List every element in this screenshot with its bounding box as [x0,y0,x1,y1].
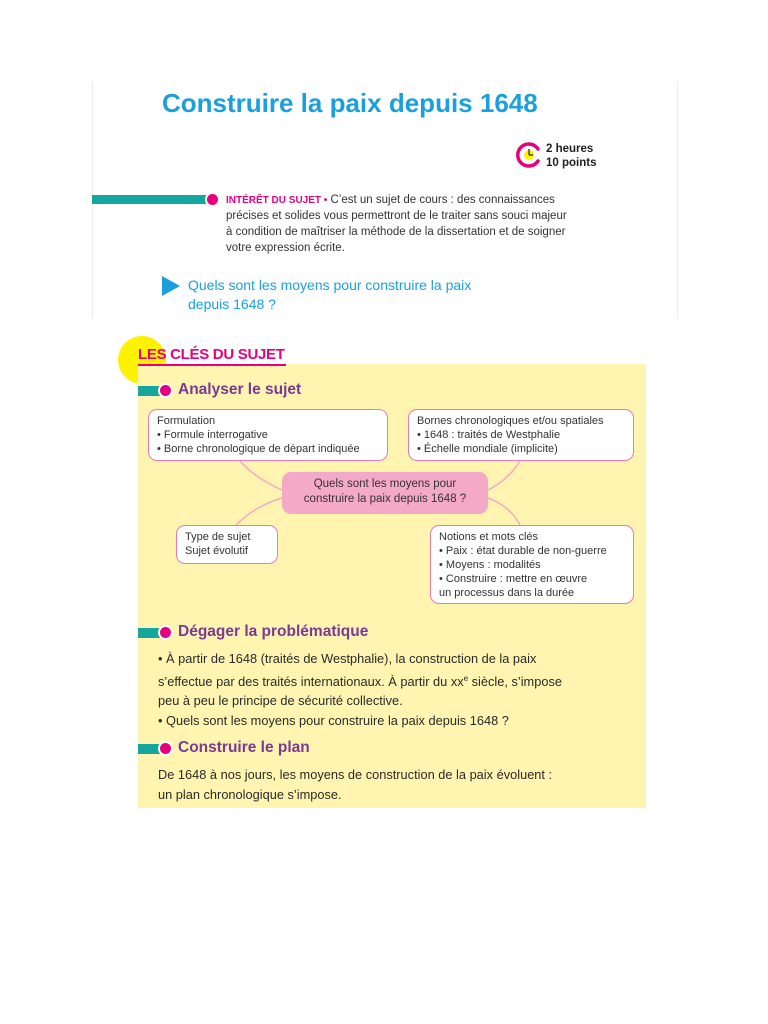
central-question-line2: construire la paix depuis 1648 ? [303,493,467,505]
question-line1: Quels sont les moyens pour construire la paix [188,277,472,293]
problematique-text [158,649,640,730]
section-tab [138,744,160,754]
box-notions-line: un processus dans la durée [439,587,575,599]
problematique-line1: • À partir de 1648 (traités de Westphalie), la construction de la paix [158,651,537,666]
interet-text-line3: à condition de maîtriser la méthode de la dissertation et de soigner [226,226,566,238]
plan-line1: De 1648 à nos jours, les moyens de construction de la paix évoluent : [158,767,553,782]
problematique-line2-a: s’effectue par des traités internationaux. À partir du xx [158,673,464,689]
box-bornes-line: • 1648 : traités de Westphalie [417,429,561,441]
box-formulation-line: • Formule interrogative [157,429,268,441]
box-notions-title: Notions et mots clés [439,531,539,543]
box-bornes [408,409,634,461]
plan-text [158,765,642,804]
heading-plan: Construire le plan [178,739,310,756]
question-line2: depuis 1648 ? [188,296,276,312]
bullet-dot-icon [158,625,173,640]
bullet-dot-icon [158,741,173,756]
central-question-line1: Quels sont les moyens pour [313,478,457,490]
problematique-line3: peu à peu le principe de sécurité collective. [158,693,403,708]
duration-points: 10 points [546,157,597,169]
plan-line2: un plan chronologique s’impose. [158,786,342,802]
box-formulation-line: • Borne chronologique de départ indiquée [157,443,360,455]
box-central-question [282,472,488,514]
section-tab [138,628,160,638]
box-notions-line: • Paix : état durable de non-guerre [439,545,607,557]
interet-text-line1: C’est un sujet de cours : des connaissances [330,194,555,206]
interet-text-line4: votre expression écrite. [226,242,345,254]
box-formulation-title: Formulation [157,415,216,427]
heading-analyser: Analyser le sujet [178,381,302,398]
cles-title: LES CLÉS DU SUJET [138,346,285,363]
heading-degager: Dégager la problématique [178,623,369,640]
box-notions-line: • Construire : mettre en œuvre [439,573,588,585]
problematique-line2 [158,669,640,692]
problematique-line2-b: siècle, s’impose [468,673,562,689]
problematique-line4: • Quels sont les moyens pour construire la paix depuis 1648 ? [158,712,509,728]
box-notions [430,525,634,604]
duration-hours: 2 heures [546,143,594,155]
interet-label: INTÉRÊT DU SUJET • [226,195,328,206]
box-bornes-title: Bornes chronologiques et/ou spatiales [417,415,604,427]
box-notions-line: • Moyens : modalités [439,559,541,571]
box-bornes-line: • Échelle mondiale (implicite) [417,443,558,455]
box-type-sujet [176,525,278,564]
superscript: e [463,673,469,683]
interet-text-line2: précises et solides vous permettront de le traiter sans souci majeur [226,210,567,222]
box-type-line: Sujet évolutif [185,545,248,557]
box-formulation [148,409,388,461]
page-title: Construire la paix depuis 1648 [162,88,538,118]
box-type-title: Type de sujet [185,531,251,543]
